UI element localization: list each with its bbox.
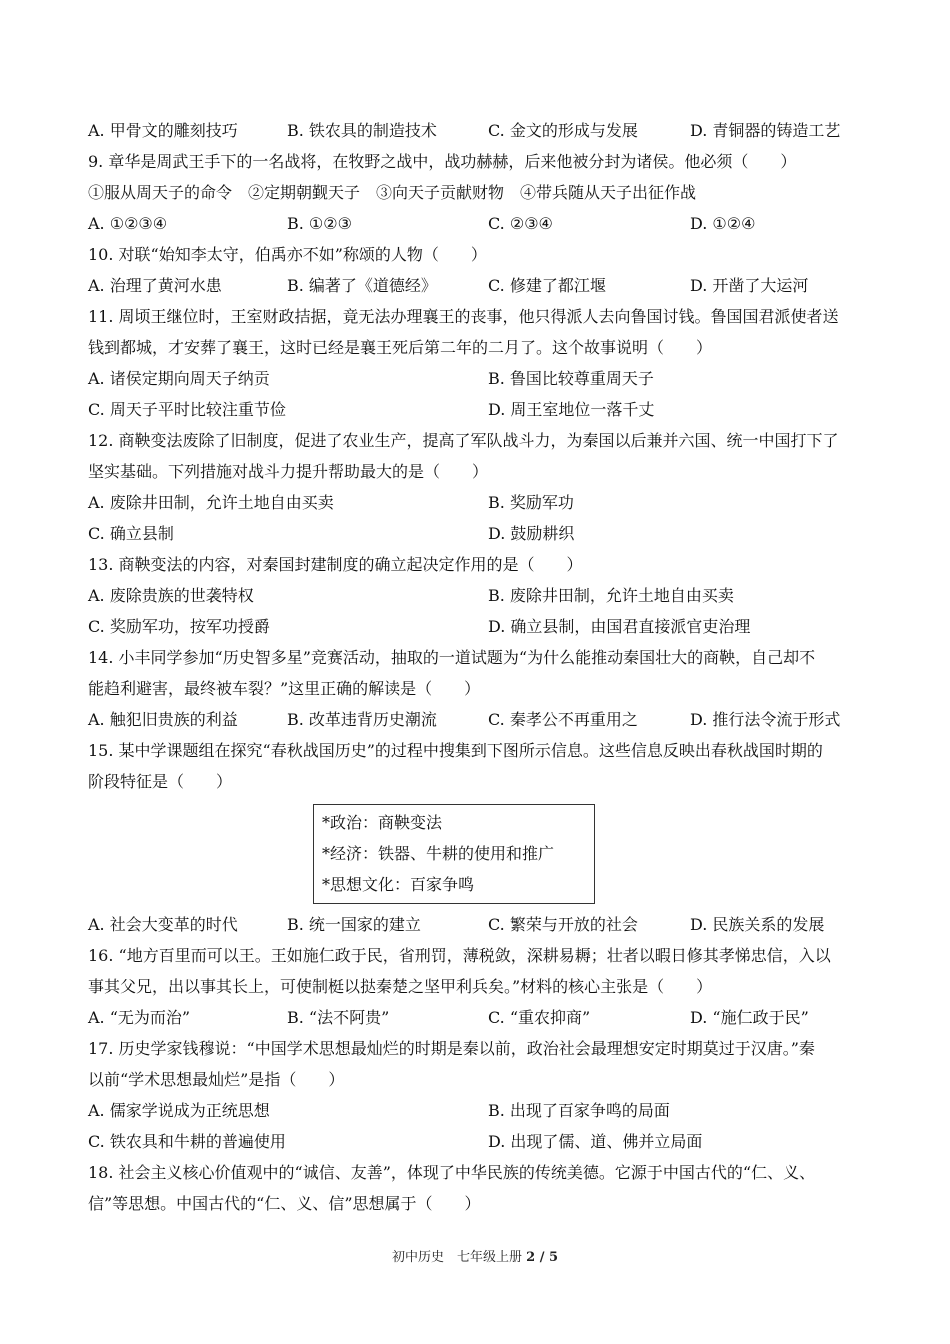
q13-stem: 13. 商鞅变法的内容，对秦国封建制度的确立起决定作用的是（ ）	[88, 555, 583, 574]
option-b: B. “法不阿贵”	[287, 1008, 390, 1027]
option-a: A. ①②③④	[88, 214, 168, 233]
q10-stem: 10. 对联“始知李太守，伯禹亦不如”称颂的人物（ ）	[88, 245, 487, 264]
option-b: B. 统一国家的建立	[287, 915, 421, 934]
q16-options	[88, 1002, 868, 1033]
option-a: A. 社会大变革的时代	[88, 915, 238, 934]
option-d: D. 推行法令流于形式	[690, 710, 841, 729]
q9-options	[88, 208, 868, 239]
info-box-row: *政治：商鞅变法	[322, 813, 443, 832]
option-a: A. 治理了黄河水患	[88, 276, 222, 295]
option-c: C. 繁荣与开放的社会	[488, 915, 638, 934]
option-d: D. 民族关系的发展	[690, 915, 825, 934]
option-b: B. 出现了百家争鸣的局面	[488, 1101, 670, 1120]
option-d: D. 确立县制，由国君直接派官吏治理	[488, 617, 751, 636]
option-b: B. 奖励军功	[488, 493, 574, 512]
option-a: A. 诸侯定期向周天子纳贡	[88, 369, 270, 388]
q17-stem-line1: 17. 历史学家钱穆说：“中国学术思想最灿烂的时期是秦以前，政治社会最理想安定时期莫过于汉唐。”秦	[88, 1039, 815, 1058]
q15-options	[88, 909, 868, 940]
option-b: B. 鲁国比较尊重周天子	[488, 369, 654, 388]
option-c: C. 周天子平时比较注重节俭	[88, 400, 286, 419]
option-d: D. 出现了儒、道、佛并立局面	[488, 1132, 703, 1151]
option-c: C. 奖励军功，按军功授爵	[88, 617, 270, 636]
info-box-row: *经济：铁器、牛耕的使用和推广	[322, 844, 555, 863]
option-c: C. 金文的形成与发展	[488, 121, 638, 140]
q15-info-box	[313, 804, 595, 904]
q10-options	[88, 270, 868, 301]
q11-stem-line1: 11. 周顷王继位时，王室财政拮据，竟无法办理襄王的丧事，他只得派人去向鲁国讨钱。鲁国国君派使者送	[88, 307, 839, 326]
q11-stem-line2: 钱到都城，才安葬了襄王，这时已经是襄王死后第二年的二月了。这个故事说明（ ）	[88, 338, 713, 357]
q12-stem-line2: 坚实基础。下列措施对战斗力提升帮助最大的是（ ）	[88, 462, 489, 481]
q9-items: ①服从周天子的命令 ②定期朝觐天子 ③向天子贡献财物 ④带兵随从天子出征作战	[88, 183, 697, 202]
option-a: A. “无为而治”	[88, 1008, 191, 1027]
question-list	[88, 115, 868, 1219]
q13-options-row1	[88, 580, 868, 611]
q18-stem-line1: 18. 社会主义核心价值观中的“诚信、友善”，体现了中华民族的传统美德。它源于中国古代的“仁、义、	[88, 1163, 816, 1182]
option-d: D. 开凿了大运河	[690, 276, 809, 295]
q14-stem-line1: 14. 小丰同学参加“历史智多星”竞赛活动，抽取的一道试题为“为什么能推动秦国壮大的商鞅，自己却不	[88, 648, 816, 667]
q15-stem-line1: 15. 某中学课题组在探究“春秋战国历史”的过程中搜集到下图所示信息。这些信息反映出春秋战国时期的	[88, 741, 823, 760]
option-c: C. 确立县制	[88, 524, 174, 543]
q8-options	[88, 115, 868, 146]
page-footer	[0, 1246, 950, 1265]
q12-options-row1	[88, 487, 868, 518]
q17-stem-line2: 以前“学术思想最灿烂”是指（ ）	[88, 1070, 345, 1089]
option-b: B. 编著了《道德经》	[287, 276, 437, 295]
q16-stem-line2: 事其父兄，出以事其长上，可使制梃以挞秦楚之坚甲利兵矣。”材料的核心主张是（ ）	[88, 977, 713, 996]
option-a: A. 触犯旧贵族的利益	[88, 710, 238, 729]
option-b: B. 改革违背历史潮流	[287, 710, 437, 729]
option-c: C. 秦孝公不再重用之	[488, 710, 638, 729]
option-b: B. 废除井田制，允许土地自由买卖	[488, 586, 734, 605]
option-c: C. “重农抑商”	[488, 1008, 591, 1027]
q16-stem-line1: 16. “地方百里而可以王。王如施仁政于民，省刑罚，薄税敛，深耕易耨；壮者以暇日修其孝悌忠信，入以	[88, 946, 831, 965]
option-a: A. 废除贵族的世袭特权	[88, 586, 254, 605]
page-number: 2 / 5	[526, 1250, 559, 1265]
q12-stem-line1: 12. 商鞅变法废除了旧制度，促进了农业生产，提高了军队战斗力，为秦国以后兼并六国、统一中国打下了	[88, 431, 839, 450]
q15-stem-line2: 阶段特征是（ ）	[88, 772, 233, 791]
footer-label: 初中历史 七年级上册	[391, 1250, 522, 1265]
q11-options-row1	[88, 363, 868, 394]
q17-options-row2	[88, 1126, 868, 1157]
option-c: C. 铁农具和牛耕的普遍使用	[88, 1132, 286, 1151]
option-c: C. 修建了都江堰	[488, 276, 606, 295]
option-d: D. ①②④	[690, 214, 756, 233]
q17-options-row1	[88, 1095, 868, 1126]
option-d: D. “施仁政于民”	[690, 1008, 809, 1027]
option-d: D. 鼓励耕织	[488, 524, 575, 543]
q14-stem-line2: 能趋利避害，最终被车裂？”这里正确的解读是（ ）	[88, 679, 481, 698]
option-d: D. 周王室地位一落千丈	[488, 400, 655, 419]
option-a: A. 甲骨文的雕刻技巧	[88, 121, 238, 140]
q9-stem: 9. 章华是周武王手下的一名战将，在牧野之战中，战功赫赫，后来他被分封为诸侯。他必须（ ）	[88, 152, 797, 171]
option-d: D. 青铜器的铸造工艺	[690, 121, 841, 140]
option-b: B. 铁农具的制造技术	[287, 121, 437, 140]
q14-options	[88, 704, 868, 735]
option-a: A. 儒家学说成为正统思想	[88, 1101, 270, 1120]
option-c: C. ②③④	[488, 214, 553, 233]
q11-options-row2	[88, 394, 868, 425]
q12-options-row2	[88, 518, 868, 549]
option-a: A. 废除井田制，允许土地自由买卖	[88, 493, 334, 512]
q13-options-row2	[88, 611, 868, 642]
option-b: B. ①②③	[287, 214, 352, 233]
q18-stem-line2: 信”等思想。中国古代的“仁、义、信”思想属于（ ）	[88, 1194, 481, 1213]
info-box-row: *思想文化：百家争鸣	[322, 875, 475, 894]
